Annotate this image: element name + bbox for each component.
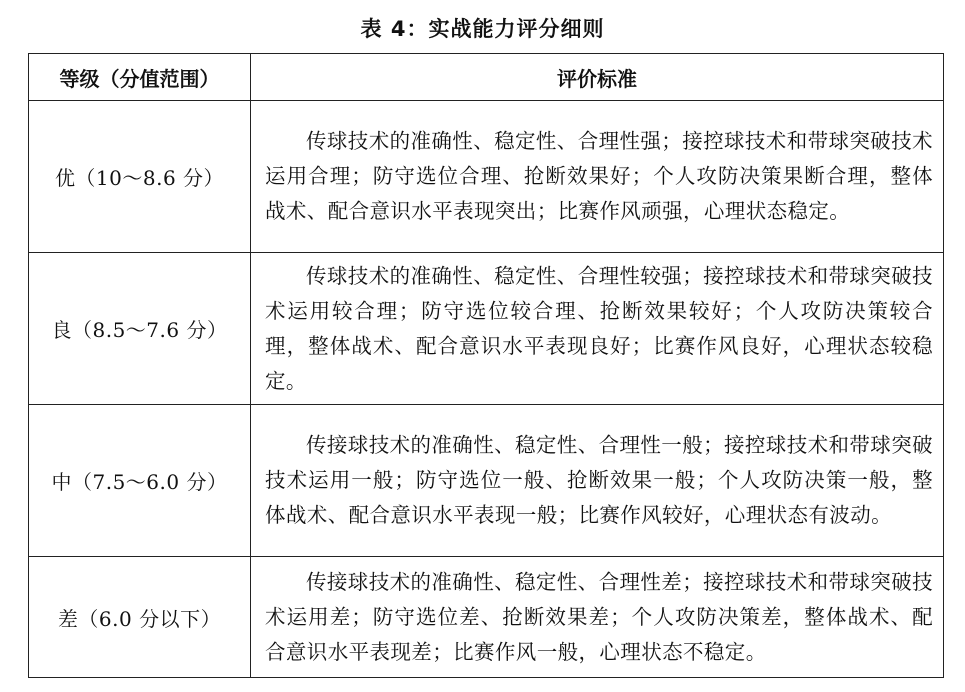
header-grade: 等级（分值范围） xyxy=(29,54,251,101)
table-row xyxy=(29,557,944,678)
grade-cell: 中（7.5～6.0 分） xyxy=(29,405,251,557)
table-caption: 表 4：实战能力评分细则 xyxy=(360,17,605,41)
table-row xyxy=(29,101,944,253)
table-row xyxy=(29,405,944,557)
table-header-row xyxy=(29,54,944,101)
header-criteria: 评价标准 xyxy=(251,54,944,101)
grade-cell: 良（8.5～7.6 分） xyxy=(29,253,251,405)
scoring-table xyxy=(28,53,944,678)
criteria-cell: 传接球技术的准确性、稳定性、合理性一般；接控球技术和带球突破技术运用一般；防守选位一般、抢断效果一般；个人攻防决策一般，整体战术、配合意识水平表现一般；比赛作风较好，心理状态有波动。 xyxy=(251,405,944,557)
criteria-cell: 传球技术的准确性、稳定性、合理性较强；接控球技术和带球突破技术运用较合理；防守选位较合理、抢断效果较好；个人攻防决策较合理，整体战术、配合意识水平表现良好；比赛作风良好，心理状态较稳定。 xyxy=(251,253,944,405)
grade-cell: 优（10～8.6 分） xyxy=(29,101,251,253)
table-row xyxy=(29,253,944,405)
criteria-cell: 传球技术的准确性、稳定性、合理性强；接控球技术和带球突破技术运用合理；防守选位合理、抢断效果好；个人攻防决策果断合理，整体战术、配合意识水平表现突出；比赛作风顽强，心理状态稳定。 xyxy=(251,101,944,253)
grade-cell: 差（6.0 分以下） xyxy=(29,557,251,678)
criteria-cell: 传接球技术的准确性、稳定性、合理性差；接控球技术和带球突破技术运用差；防守选位差、抢断效果差；个人攻防决策差，整体战术、配合意识水平表现差；比赛作风一般，心理状态不稳定。 xyxy=(251,557,944,678)
